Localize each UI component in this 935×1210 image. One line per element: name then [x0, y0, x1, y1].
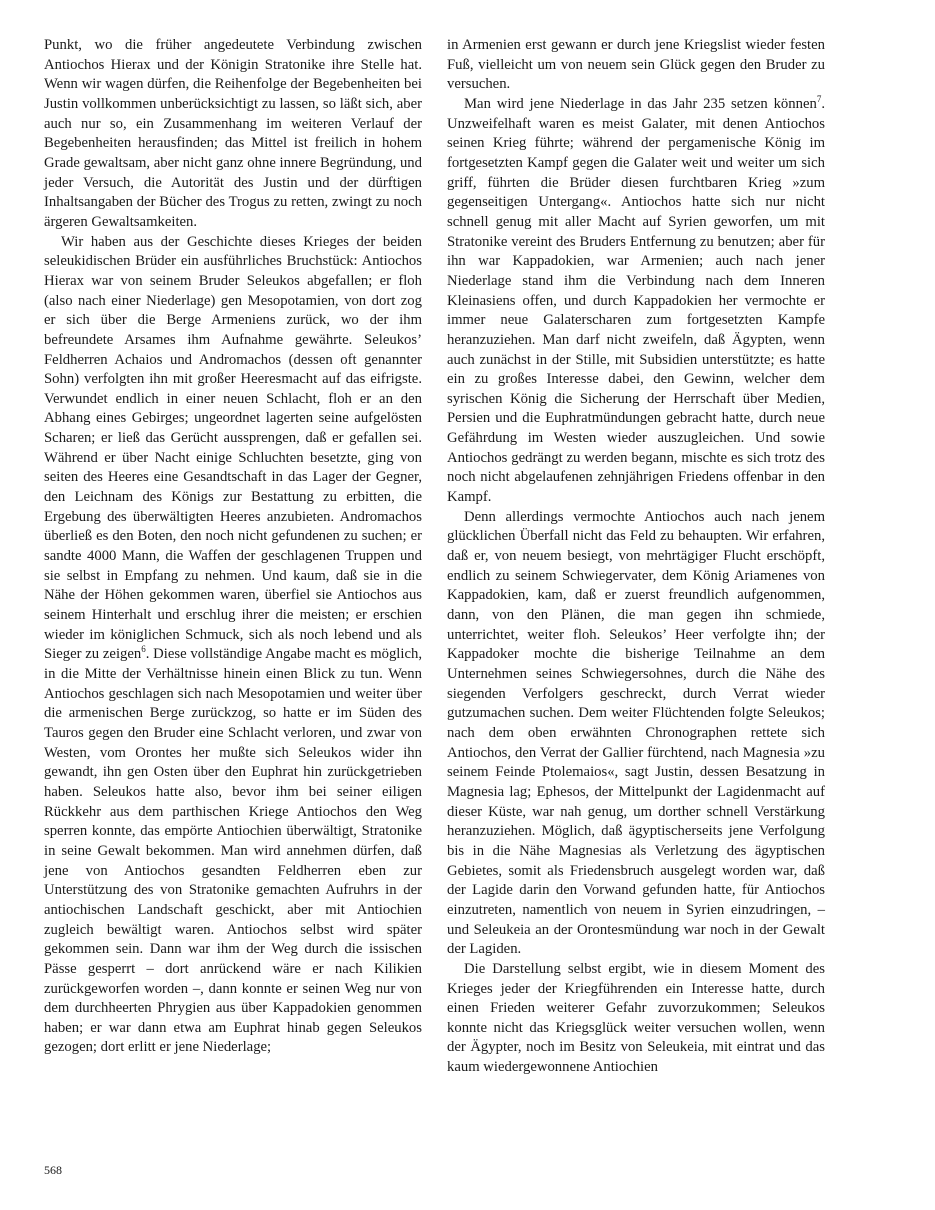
page-number: 568: [44, 1163, 62, 1177]
paragraph: [447, 95, 825, 508]
footnote-ref[interactable]: 6: [141, 644, 146, 655]
text-run: . Unzweifelhaft waren es meist Galater, mit denen Antiochos seinen Krieg führte; während der pergamenische König im fortgesetzten Kampf gegen die Galater weit und weiter um sich griff, führten die Brüder diesen furchtbaren Krieg »zum gegenseitigen Untergang«. Antiochos hatte sich nur nicht schnell genug mit aller Macht auf Syrien geworfen, um mit Stratonike vereint des Bruders Entfernung zu benutzen; aber für ihn war Kappadokien, war Armenien; auch nach jener Niederlage stand ihm die Verbindung nach dem Inneren Kleinasiens offen, und durch Kappadokien her vermochte er immer neue Galaterscharen zum fortgesetzten Kampfe heranzuziehen. Man darf nicht zweifeln, daß Ägypten, wenn auch zunächst in der Stille, mit Subsidien unterstützte; es hatte ein zu großes Interesse dabei, den Gewinn, welcher dem syrischen König die Sicherung der Herrschaft über Medien, Persien und die Euphratmündungen gebracht hatte, durch neue Gefährdung im Westen wieder auszugleichen. Und sowie Antiochos gedrängt zu werden begann, mischte es sich trotz des noch nicht abgelaufenen zehnjährigen Friedens offenbar in den Kampf.: [447, 95, 825, 506]
paragraph: Die Darstellung selbst ergibt, wie in diesem Moment des Krieges jeder der Kriegführenden ein Interesse hatte, durch einen Frieden weiterer Gefahr zuvorzukommen; Seleukos konnte nicht das Kriegsglück weiter versuchen wollen, wenn der Ägypter, noch im Besitz von Seleukeia, mit eintrat und das kaum wiedergewonnene Antiochien: [447, 960, 825, 1076]
text-run: Wir haben aus der Geschichte dieses Krieges der beiden seleukidischen Brüder ein ausführliches Bruchstück: Antiochos Hierax war von seinem Bruder Seleukos abgefallen; er floh (also nach einer Niederlage) gen Mesopotamien, von dort zog er sich über die Berge Armeniens zurück, wo der ihm befreundete Arsames ihm Aufnahme gewährte. Seleukos’ Feldherren Achaios und Andromachos (dessen oft genannter Sohn) verfolgten ihn mit großer Heeresmacht auf das eifrigste. Verwundet endlich in einer neuen Schlacht, floh er an den Abhang eines Gebirges; ungeordnet lagerten seine aufgelösten Scharen; er ließ das Gerücht aussprengen, daß er gefallen sei. Während er über Nacht einige Schluchten besetzte, ging von seiten des Heeres eine Gesandtschaft in das Lager der Gegner, den Leichnam des Königs zur Bestattung zu erbitten, die Ergebung des überwältigten Heeres anzubieten. Andromachos überließ es den Boten, den noch nicht gefundenen zu suchen; er sandte 4000 Mann, die Waffen der geschlagenen Truppen und sie selbst in Empfang zu nehmen. Und kaum, daß sie in die Nähe der Höhen gekommen waren, überfiel sie Antiochos aus seinem Hinterhalt und erschlug ihrer die meisten; er erschien wieder im königlichen Schmuck, sich als noch lebend und als Sieger zu zeigen: [44, 233, 422, 663]
paragraph: Punkt, wo die früher angedeutete Verbindung zwischen Antiochos Hierax und der Königin Stratonike ihre Stelle hat. Wenn wir wagen dürfen, die Reihenfolge der Begebenheiten bei Justin vollkommen unberücksichtigt zu lassen, so läßt sich, aber auch nur so, ein Zusammenhang im weiteren Verlauf der Begebenheiten herausfinden; das Mittel ist freilich in hohem Grade gewaltsam, aber nicht ganz ohne innere Begründung, und jeder Versuch, die Autorität des Justin und der dürftigen Inhaltsangaben der Bücher des Trogus zu retten, zwingt zu noch ärgeren Gewaltsamkeiten.: [44, 37, 422, 230]
paragraph: [44, 233, 422, 1059]
text-run: . Diese vollständige Angabe macht es möglich, in die Mitte der Verhältnisse hinein einen Blick zu tun. Wenn Antiochos geschlagen sich nach Mesopotamien und weiter über die armenischen Berge zurückzog, so hatte er im Süden des Tauros gegen den Bruder eine Schlacht verloren, und zwar von Westen, vom Orontes her mußte sich Seleukos wider ihn gewandt, ihn gen Osten über den Euphrat hin zurückgetrieben haben. Seleukos hatte also, bevor ihm bei seiner eiligen Rückkehr aus dem parthischen Kriege Antiochos den Weg sperren konnte, das empörte Antiochien überwältigt, Stratonike in seine Gewalt bekommen. Man wird annehmen dürfen, daß jene von Antiochos gesandten Feldherren eben zur Unterstützung des von Stratonike gemachten Aufruhrs in der antiochischen Landschaft geschickt, aber mit Antiochien zugleich bewältigt waren. Antiochos selbst wird später gekommen sein. Dann war ihm der Weg durch die issischen Pässe gesperrt – dort anrückend wäre er nach Kilikien zurückgeworfen worden –, dann konnte er seinen Weg nur von dem durchheerten Phrygien aus über Kappadokien genommen haben; er war dann etwa am Euphrat hinab gegen Seleukos gezogen; dort erlitt er jene Niederlage;: [44, 646, 422, 1056]
left-column: [44, 36, 422, 1058]
text-run: Man wird jene Niederlage in das Jahr 235 setzen können: [464, 95, 817, 112]
paragraph: in Armenien erst gewann er durch jene Kriegslist wieder festen Fuß, vielleicht um von neuem sein Glück gegen den Bruder zu versuchen.: [447, 37, 825, 93]
paragraph: Denn allerdings vermochte Antiochos auch nach jenem glücklichen Überfall nicht das Feld zu behaupten. Wir erfahren, daß er, von neuem besiegt, von mehrtägiger Flucht erschöpft, endlich zu seinem Schwiegervater, dem König Ariamenes von Kappadokien, kam, daß er zuerst freundlich aufgenommen, dann, von den Plänen, die man gegen ihn schmiede, unterrichtet, weiter floh. Seleukos’ Heer verfolgte ihn; der Kappadoker mochte die bisherige Teilnahme an dem Unternehmen seines Schwiegersohnes, durch die Nähe des siegenden Verfolgers geschreckt, durch Verrat wieder gutzumachen suchen. Dem weiter Flüchtenden folgte Seleukos; nach dem oben erwähnten Chronographen rettete sich Antiochos, den Verrat der Gallier fürchtend, nach Magnesia »zu seinem Feinde Ptolemaios«, sagt Justin, dessen Besatzung in Magnesia lag; Ephesos, der Mittelpunkt der Lagidenmacht auf dieser Küste, war nah genug, um dorther schnell Verstärkung heranzuziehen. Möglich, daß ägyptischerseits jene Verfolgung bis in die Nähe Magnesias als Verletzung des ägyptischen Gebietes, somit als Friedensbruch ausgelegt worden war, daß der Lagide darin den Vorwand gefunden hatte, für Antiochos einzutreten, namentlich von neuem in Syrien einzudringen, – und Seleukeia an der Orontesmündung war noch in der Gewalt der Lagiden.: [447, 508, 825, 958]
right-column: [447, 36, 825, 1078]
footnote-ref[interactable]: 7: [816, 94, 822, 105]
